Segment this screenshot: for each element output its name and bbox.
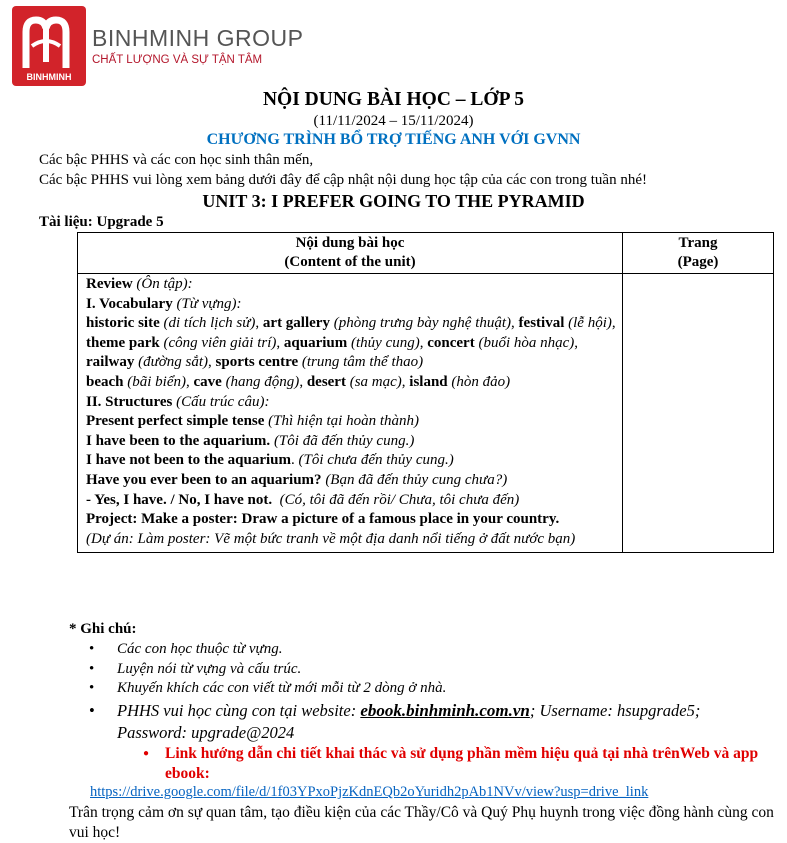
vocab-heading-en: I. Vocabulary (86, 295, 173, 312)
vocab-meaning: (công viên giải trí) (159, 334, 277, 351)
structure-vi: (Có, tôi đã đến rồi/ Chưa, tôi chưa đến) (272, 491, 520, 508)
structure-line (86, 432, 616, 452)
page-cell (623, 274, 774, 553)
content-cell (78, 274, 623, 553)
vocab-meaning: (di tích lịch sử) (159, 315, 256, 332)
header-page-en: (Page) (677, 254, 719, 270)
vocab-word: concert (427, 334, 475, 351)
ebook-website-link[interactable]: ebook.binhminh.com.vn (360, 700, 530, 720)
review-line (86, 275, 616, 295)
greeting-line-1: Các bậc PHHS và các con học sinh thân mến, (39, 152, 314, 168)
vocab-heading-vi: (Từ vựng): (172, 295, 242, 312)
notes-list (69, 640, 769, 784)
vocab-meaning: (buổi hòa nhạc) (474, 334, 575, 351)
vocab-heading (86, 295, 616, 315)
vocab-word: beach (86, 373, 124, 390)
brand-tagline: CHẤT LƯỢNG VÀ SỰ TẬN TÂM (92, 54, 263, 66)
structures-heading-vi: (Cấu trúc câu): (172, 393, 270, 410)
structure-line (86, 471, 616, 491)
vocab-meaning: (lễ hội) (564, 315, 612, 332)
notes-title: * Ghi chú: (69, 621, 137, 637)
content-table (77, 232, 774, 553)
vocab-meaning: (thủy cung) (347, 334, 420, 351)
structure-vi: (Tôi đã đến thủy cung.) (270, 432, 415, 449)
vocab-word: art gallery (262, 315, 330, 332)
program-title: CHƯƠNG TRÌNH BỔ TRỢ TIẾNG ANH VỚI GVNN (206, 131, 581, 148)
vocab-meaning: (sa mạc) (345, 373, 402, 390)
closing-text: Trân trọng cảm ơn sự quan tâm, tạo điều kiện của các Thầy/Cô và Quý Phụ huynh trong việc đồng hành cùng con vui học! (69, 804, 774, 841)
review-label: Review (86, 276, 133, 292)
project-vi: (Dự án: Làm poster: Vẽ một bức tranh về một địa danh nổi tiếng ở đất nước bạn) (86, 530, 576, 547)
structure-line: I have not been to the aquarium. (Tôi chưa đến thủy cung.) (86, 452, 454, 469)
date-range: (11/11/2024 – 15/11/2024) (313, 113, 474, 129)
header-content-cell (78, 233, 623, 274)
binhminh-logo-icon (12, 6, 86, 86)
vocab-meaning: (phòng trưng bày nghệ thuật) (329, 315, 512, 332)
table-row (78, 274, 774, 553)
greeting-line-2: Các bậc PHHS vui lòng xem bảng dưới đây để cập nhật nội dung học tập của các con trong tuần nhé! (39, 172, 647, 188)
project-line: Project: Make a poster: Draw a picture of a famous place in your country. (86, 511, 560, 528)
guide-note: ● Link hướng dẫn chi tiết khai thác và sử dụng phần mềm hiệu quả tại nhà trênWeb và app ebook: (165, 744, 769, 784)
structure-vi: (Tôi chưa đến thủy cung.) (298, 452, 454, 469)
vocab-meaning: (hang động) (221, 373, 300, 390)
login-credentials: ; Username: hsupgrade5; Password: upgrade@2024 (117, 700, 701, 742)
header-content-vi: Nội dung bài học (295, 235, 405, 251)
vocab-word: desert (306, 373, 346, 390)
vocab-meaning: (hòn đảo) (447, 373, 511, 390)
vocab-word: theme park (86, 334, 160, 351)
vocab-word: festival (518, 315, 565, 332)
unit-title: UNIT 3: I PREFER GOING TO THE PYRAMID (202, 191, 585, 211)
brand-name: BINHMINH GROUP (92, 25, 304, 51)
structures-heading (86, 393, 616, 413)
vocab-line-2: beach (bãi biển), cave (hang động), desert (sa mạc), island (hòn đảo) (86, 373, 511, 390)
brand-block (92, 24, 303, 66)
page-title: NỘI DUNG BÀI HỌC – LỚP 5 (262, 89, 525, 110)
vocab-word: island (409, 373, 448, 390)
structure-en: I have been to the aquarium. (86, 432, 271, 449)
header-page-cell (623, 233, 774, 274)
structure-en: Have you ever been to an aquarium? (86, 471, 322, 488)
header-page-vi: Trang (678, 235, 718, 251)
structure-en: - Yes, I have. / No, I have not. (86, 491, 273, 508)
table-header-row (78, 233, 774, 274)
structure-line (86, 412, 616, 432)
vocab-line-1: historic site (di tích lịch sử), art gallery (phòng trưng bày nghệ thuật), festival (lễ hội), theme park (công viên giải trí), aquarium (thủy cung), concert (buổi hòa nhạc), railway (đường sắt), sports centre (trung tâm thể thao) (86, 315, 616, 371)
vocab-word: cave (193, 373, 222, 390)
structure-line (86, 491, 616, 511)
review-vi: (Ôn tập): (132, 276, 193, 292)
note-item: • Luyện nói từ vựng và cấu trúc. (117, 660, 769, 680)
structure-en: I have not been to the aquarium (86, 452, 292, 469)
website-prefix: PHHS vui học cùng con tại website: (117, 700, 361, 720)
note-item-website (117, 700, 769, 784)
structure-vi: (Thì hiện tại hoàn thành) (264, 413, 419, 430)
logo-text: BINHMINH (26, 72, 72, 82)
header-content-en: (Content of the unit) (284, 254, 416, 270)
notes-section (69, 621, 769, 784)
vocab-meaning: (trung tâm thể thao) (298, 354, 424, 371)
vocab-meaning: (đường sắt) (134, 354, 209, 371)
structures-heading-en: II. Structures (86, 393, 173, 410)
vocab-meaning: (bãi biển) (123, 373, 186, 390)
note-item: • Khuyến khích các con viết từ mới mỗi từ 2 dòng ở nhà. (117, 679, 769, 699)
note-item: • Các con học thuộc từ vựng. (117, 640, 769, 660)
vocab-word: historic site (86, 315, 160, 332)
structure-vi: (Bạn đã đến thủy cung chưa?) (321, 471, 508, 488)
structure-en: Present perfect simple tense (86, 413, 265, 430)
vocab-word: sports centre (215, 354, 299, 371)
vocab-word: aquarium (283, 334, 348, 351)
vocab-word: railway (86, 354, 135, 371)
drive-guide-link[interactable]: https://drive.google.com/file/d/1f03YPxoPjzKdnEQb2oYuridh2pAb1NVv/view?usp=drive_link (90, 784, 649, 800)
sub-notes-list (117, 744, 769, 784)
material-label: Tài liệu: Upgrade 5 (39, 214, 164, 230)
